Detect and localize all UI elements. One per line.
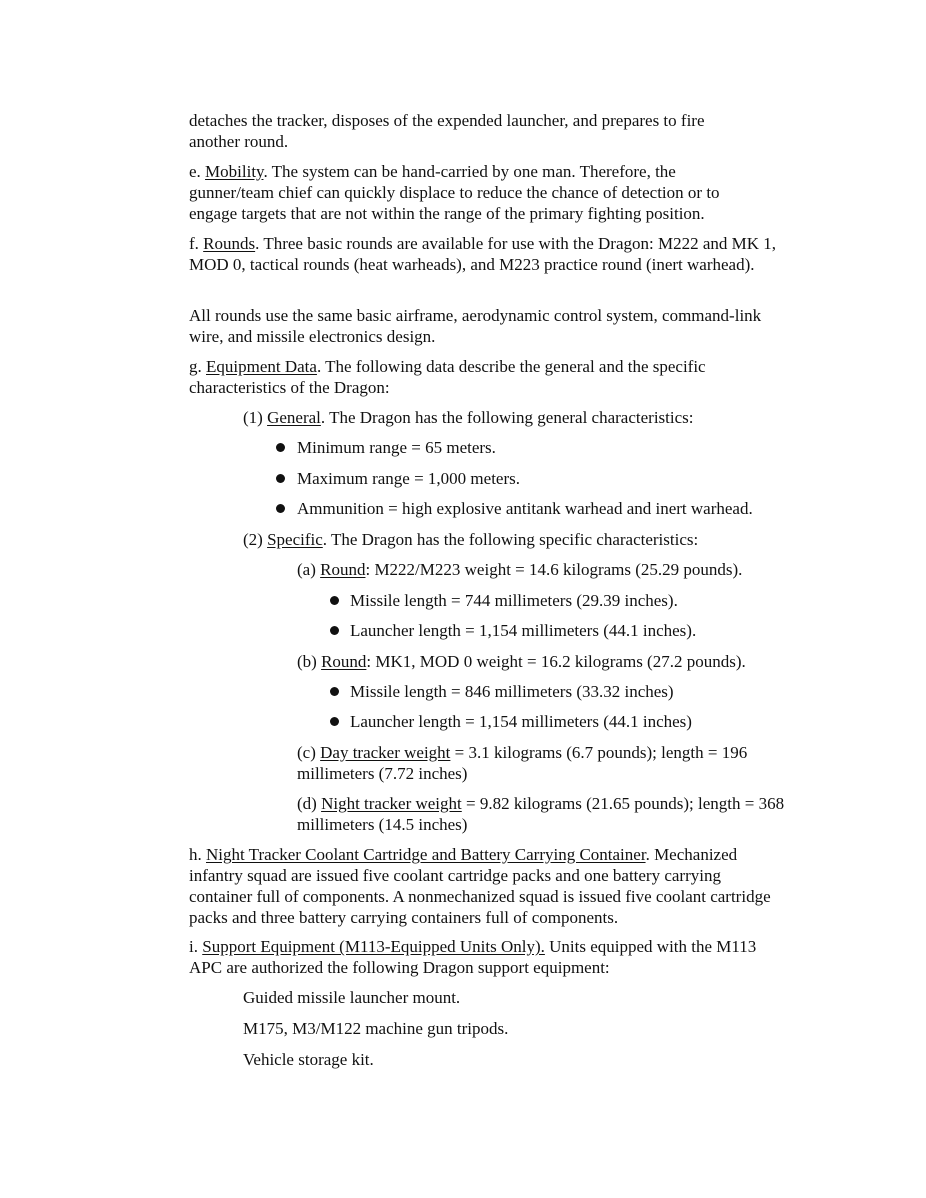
heading-mobility: Mobility xyxy=(205,162,264,181)
paragraph-d-continuation: detaches the tracker, disposes of the expended launcher, and prepares to fire another round. xyxy=(189,111,705,151)
heading-equipment-data: Equipment Data xyxy=(206,357,317,376)
paragraph-e-mobility: e. Mobility. The system can be hand-carried by one man. Therefore, the gunner/team chief can quickly displace to reduce the chance of detection or to engage targets that are not within the range of the primary fighting position. xyxy=(189,162,720,223)
paragraph-g-equipment-data: g. Equipment Data. The following data describe the general and the specific characteristics of the Dragon: xyxy=(189,357,706,397)
heading-round-b: Round xyxy=(321,652,367,671)
bullet-dot xyxy=(330,596,339,605)
round-b-line: (b) Round: MK1, MOD 0 weight = 16.2 kilograms (27.2 pounds). xyxy=(297,652,746,671)
bullet-dot xyxy=(330,687,339,696)
document-page: detaches the tracker, disposes of the expended launcher, and prepares to fire another round. e. Mobility. The system can be hand-carried by one man. Therefore, the gunner/team chief can quickly displace to reduce the chance of detection or to engage targets that are not within the range of the primary fighting position. f. Rounds. Three basic rounds are available for use with the Dragon: M222 and MK 1, MOD 0, tactical rounds (heat warheads), and M223 practice round (inert warhead). All rounds use the same basic airframe, aerodynamic control system, command-link wire, and missile electronics design. g. Equipment Data. The following data describe the general and the specific characteristics of the Dragon: (1) General. The Dragon has the following general characteristics: Minimum range = 65 meters. Maximum range = 1,000 meters. Ammunition = high explosive antitank warhead and inert warhead. (2) Specific. The Dragon has the following specific characteristics: (a) Round: M222/M223 weight = 14.6 kilograms (25.29 pounds). Missile length = 744 millimeters (29.39 inches). Launcher length = 1,154 millimeters (44.1 inches). (b) Round: MK1, MOD 0 weight = 16.2 kilograms (27.2 pounds). Missile length = 846 millimeters (33.32 inches) Launcher length = 1,154 millimeters (44.1 inches) (c) Day tracker weight = 3.1 kilograms (6.7 pounds); length = 196 millimeters (7.72 inches) (d) Night tracker weight = 9.82 kilograms (21.65 pounds); length = 368 millimeters (14.5 inches) h. Night Tracker Coolant Cartridge and Battery Carrying Container. Mechanized infantry squad are issued five coolant cartridge packs and one battery carrying container full of components. A nonmechanized squad is issued five coolant cartridge packs and three battery carrying containers full of components. i. Support Equipment (M113-Equipped Units Only). Units equipped with the M113 APC are authorized the following Dragon support equipment: Guided missile launcher mount. M175, M3/M122 machine gun tripods. Vehicle storage kit. xyxy=(0,0,926,1198)
specific-heading-line: (2) Specific. The Dragon has the following specific characteristics: xyxy=(243,530,699,549)
general-heading-line: (1) General. The Dragon has the following general characteristics: xyxy=(243,408,694,427)
heading-night-tracker: Night tracker weight xyxy=(321,794,462,813)
bullet-dot xyxy=(276,474,285,483)
heading-day-tracker: Day tracker weight xyxy=(320,743,451,762)
heading-round-a: Round xyxy=(320,560,366,579)
paragraph-i-support-equipment: i. Support Equipment (M113-Equipped Units Only). Units equipped with the M113 APC are authorized the following Dragon support equipment: xyxy=(189,937,757,977)
heading-coolant-cartridge: Night Tracker Coolant Cartridge and Battery Carrying Container xyxy=(206,845,646,864)
support-item: M175, M3/M122 machine gun tripods. xyxy=(243,1019,509,1038)
bullet-dot xyxy=(330,626,339,635)
paragraph-h-coolant: h. Night Tracker Coolant Cartridge and Battery Carrying Container. Mechanized infantry squad are issued five coolant cartridge packs and one battery carrying container full of components. A nonmechanized squad is issued five coolant cartridge packs and three battery carrying containers full of components. xyxy=(189,845,771,927)
item-c-day-tracker: (c) Day tracker weight = 3.1 kilograms (6.7 pounds); length = 196 millimeters (7.72 inches) xyxy=(297,743,748,783)
heading-support-equipment: Support Equipment (M113-Equipped Units Only). xyxy=(202,937,545,956)
support-item: Vehicle storage kit. xyxy=(243,1050,374,1069)
heading-rounds: Rounds xyxy=(203,234,256,253)
heading-specific: Specific xyxy=(267,530,323,549)
bullet-dot xyxy=(276,443,285,452)
bullet-dot xyxy=(276,504,285,513)
bullet-dot xyxy=(330,717,339,726)
paragraph-f-rounds: f. Rounds. Three basic rounds are available for use with the Dragon: M222 and MK 1, MOD 0, tactical rounds (heat warheads), and M223 practice round (inert warhead). xyxy=(189,234,777,274)
support-item: Guided missile launcher mount. xyxy=(243,988,461,1007)
item-d-night-tracker: (d) Night tracker weight = 9.82 kilograms (21.65 pounds); length = 368 millimeters (14.5 inches) xyxy=(297,794,785,834)
heading-general: General xyxy=(267,408,321,427)
paragraph-all-rounds: All rounds use the same basic airframe, aerodynamic control system, command-link wire, and missile electronics design. xyxy=(189,306,762,346)
round-a-line: (a) Round: M222/M223 weight = 14.6 kilograms (25.29 pounds). xyxy=(297,560,743,579)
